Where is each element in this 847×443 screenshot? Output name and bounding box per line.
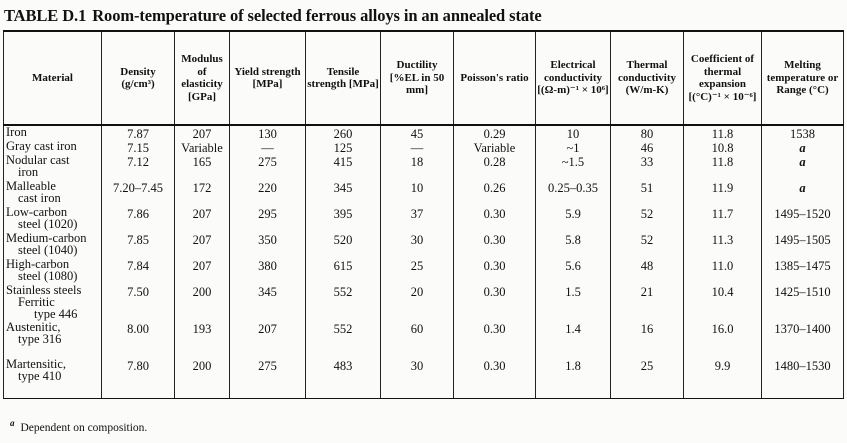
modulus-cell: 207 (175, 125, 230, 140)
ductility-cell: 45 (381, 125, 454, 140)
expansion-cell: 11.9 (684, 180, 762, 206)
material-name-line: Medium-carbon (6, 231, 87, 245)
density-cell: 8.00 (102, 321, 175, 358)
ductility-cell: 20 (381, 284, 454, 321)
poisson-cell: 0.29 (454, 125, 536, 140)
footnote-ref: a (799, 141, 806, 155)
expansion-cell: 11.3 (684, 232, 762, 258)
header-material: Material (4, 31, 102, 125)
material-name-line: Iron (6, 125, 27, 139)
material-cell (4, 232, 102, 258)
table-row (4, 125, 844, 140)
material-cell (4, 125, 102, 140)
table-row (4, 284, 844, 321)
material-name-line: type 316 (18, 332, 62, 346)
ductility-cell: 18 (381, 154, 454, 180)
tensile-cell: 483 (306, 358, 381, 398)
melting-cell: 1370–1400 (762, 321, 844, 358)
thermal-cell: 80 (611, 125, 684, 140)
electrical-cell: 5.9 (536, 206, 611, 232)
thermal-cell: 46 (611, 140, 684, 154)
yield-cell: 275 (230, 358, 306, 398)
tensile-cell: 345 (306, 180, 381, 206)
melting-cell (762, 140, 844, 154)
thermal-cell: 51 (611, 180, 684, 206)
yield-cell: 207 (230, 321, 306, 358)
table-number: TABLE D.1 (4, 6, 87, 25)
table-row (4, 321, 844, 358)
footnote-text: Dependent on composition. (20, 421, 148, 434)
footnote-ref: a (799, 181, 806, 195)
ductility-cell: 30 (381, 232, 454, 258)
material-name-line: Gray cast iron (6, 139, 77, 153)
electrical-cell: 0.25–0.35 (536, 180, 611, 206)
header-ductility: Ductility [%EL in 50 mm] (381, 31, 454, 125)
header-modulus: Modulus of elasticity [GPa] (175, 31, 230, 125)
expansion-cell: 9.9 (684, 358, 762, 398)
expansion-cell: 11.7 (684, 206, 762, 232)
tensile-cell: 552 (306, 284, 381, 321)
tensile-cell: 615 (306, 258, 381, 284)
melting-cell (762, 154, 844, 180)
poisson-cell: 0.26 (454, 180, 536, 206)
ductility-cell: 25 (381, 258, 454, 284)
material-name-line: type 410 (18, 369, 62, 383)
melting-cell: 1385–1475 (762, 258, 844, 284)
ductility-cell: 60 (381, 321, 454, 358)
modulus-cell: 207 (175, 206, 230, 232)
melting-cell: 1538 (762, 125, 844, 140)
table-row (4, 140, 844, 154)
electrical-cell: 1.4 (536, 321, 611, 358)
material-name-line: steel (1080) (18, 269, 78, 283)
thermal-cell: 21 (611, 284, 684, 321)
electrical-cell: 5.6 (536, 258, 611, 284)
material-name-line: type 446 (34, 307, 78, 321)
thermal-cell: 16 (611, 321, 684, 358)
material-name-line: steel (1020) (18, 217, 78, 231)
electrical-cell: ~1.5 (536, 154, 611, 180)
material-name-line: Stainless steels (6, 283, 82, 297)
thermal-cell: 33 (611, 154, 684, 180)
table-row (4, 154, 844, 180)
modulus-cell: 200 (175, 284, 230, 321)
material-cell (4, 358, 102, 398)
material-name-line: iron (18, 165, 39, 179)
yield-cell: 295 (230, 206, 306, 232)
tensile-cell: 395 (306, 206, 381, 232)
melting-cell: 1480–1530 (762, 358, 844, 398)
poisson-cell: 0.28 (454, 154, 536, 180)
ductility-cell: — (381, 140, 454, 154)
footnote-marker: a (10, 418, 15, 428)
material-name-line: Austenitic, (6, 320, 61, 334)
yield-cell: 130 (230, 125, 306, 140)
header-tensile: Tensile strength [MPa] (306, 31, 381, 125)
material-name-line: Malleable (6, 179, 56, 193)
header-poisson: Poisson's ratio (454, 31, 536, 125)
electrical-cell: 1.8 (536, 358, 611, 398)
modulus-cell: 172 (175, 180, 230, 206)
poisson-cell: 0.30 (454, 258, 536, 284)
material-name-line: cast iron (18, 191, 61, 205)
poisson-cell: Variable (454, 140, 536, 154)
poisson-cell: 0.30 (454, 358, 536, 398)
modulus-cell: 207 (175, 232, 230, 258)
density-cell: 7.12 (102, 154, 175, 180)
electrical-cell: 10 (536, 125, 611, 140)
header-electrical: Electrical conductivity [(Ω-m)⁻¹ × 10⁶] (536, 31, 611, 125)
header-thermal: Thermal conductivity (W/m-K) (611, 31, 684, 125)
table-caption: Room-temperature of selected ferrous alloys in an annealed state (92, 6, 542, 25)
melting-cell: 1495–1520 (762, 206, 844, 232)
yield-cell: — (230, 140, 306, 154)
material-cell (4, 206, 102, 232)
tensile-cell: 260 (306, 125, 381, 140)
modulus-cell: 200 (175, 358, 230, 398)
footnote-ref: a (799, 155, 806, 169)
expansion-cell: 11.8 (684, 125, 762, 140)
tensile-cell: 552 (306, 321, 381, 358)
expansion-cell: 16.0 (684, 321, 762, 358)
thermal-cell: 48 (611, 258, 684, 284)
ductility-cell: 37 (381, 206, 454, 232)
table-title (4, 6, 542, 26)
melting-cell: 1425–1510 (762, 284, 844, 321)
properties-table (3, 30, 844, 399)
footnote (10, 418, 147, 434)
yield-cell: 220 (230, 180, 306, 206)
yield-cell: 350 (230, 232, 306, 258)
poisson-cell: 0.30 (454, 232, 536, 258)
thermal-cell: 52 (611, 232, 684, 258)
density-cell: 7.50 (102, 284, 175, 321)
ductility-cell: 30 (381, 358, 454, 398)
table-row (4, 232, 844, 258)
expansion-cell: 10.8 (684, 140, 762, 154)
header-row (4, 31, 844, 125)
electrical-cell: 5.8 (536, 232, 611, 258)
modulus-cell: 193 (175, 321, 230, 358)
density-cell: 7.85 (102, 232, 175, 258)
material-name-line: Low-carbon (6, 205, 68, 219)
material-cell (4, 321, 102, 358)
table-row (4, 258, 844, 284)
material-name-line: steel (1040) (18, 243, 78, 257)
density-cell: 7.20–7.45 (102, 180, 175, 206)
material-cell (4, 154, 102, 180)
header-yield: Yield strength [MPa] (230, 31, 306, 125)
modulus-cell: Variable (175, 140, 230, 154)
thermal-cell: 25 (611, 358, 684, 398)
expansion-cell: 10.4 (684, 284, 762, 321)
material-name-line: Nodular cast (6, 153, 70, 167)
table-row (4, 358, 844, 398)
density-cell: 7.87 (102, 125, 175, 140)
poisson-cell: 0.30 (454, 206, 536, 232)
melting-cell (762, 180, 844, 206)
table-row (4, 180, 844, 206)
header-expansion: Coefficient of thermal expansion [(°C)⁻¹ × 10⁻⁶] (684, 31, 762, 125)
density-cell: 7.80 (102, 358, 175, 398)
material-cell (4, 258, 102, 284)
material-cell (4, 284, 102, 321)
electrical-cell: ~1 (536, 140, 611, 154)
material-name-line: High-carbon (6, 257, 70, 271)
tensile-cell: 415 (306, 154, 381, 180)
tensile-cell: 125 (306, 140, 381, 154)
yield-cell: 380 (230, 258, 306, 284)
modulus-cell: 207 (175, 258, 230, 284)
tensile-cell: 520 (306, 232, 381, 258)
header-melting: Melting temperature or Range (°C) (762, 31, 844, 125)
yield-cell: 275 (230, 154, 306, 180)
density-cell: 7.86 (102, 206, 175, 232)
yield-cell: 345 (230, 284, 306, 321)
electrical-cell: 1.5 (536, 284, 611, 321)
expansion-cell: 11.0 (684, 258, 762, 284)
ductility-cell: 10 (381, 180, 454, 206)
material-cell (4, 180, 102, 206)
density-cell: 7.15 (102, 140, 175, 154)
density-cell: 7.84 (102, 258, 175, 284)
material-name-line: Martensitic, (6, 357, 67, 371)
thermal-cell: 52 (611, 206, 684, 232)
material-name-line: Ferritic (18, 295, 55, 309)
poisson-cell: 0.30 (454, 284, 536, 321)
melting-cell: 1495–1505 (762, 232, 844, 258)
material-cell (4, 140, 102, 154)
poisson-cell: 0.30 (454, 321, 536, 358)
expansion-cell: 11.8 (684, 154, 762, 180)
header-density: Density (g/cm³) (102, 31, 175, 125)
table-row (4, 206, 844, 232)
modulus-cell: 165 (175, 154, 230, 180)
